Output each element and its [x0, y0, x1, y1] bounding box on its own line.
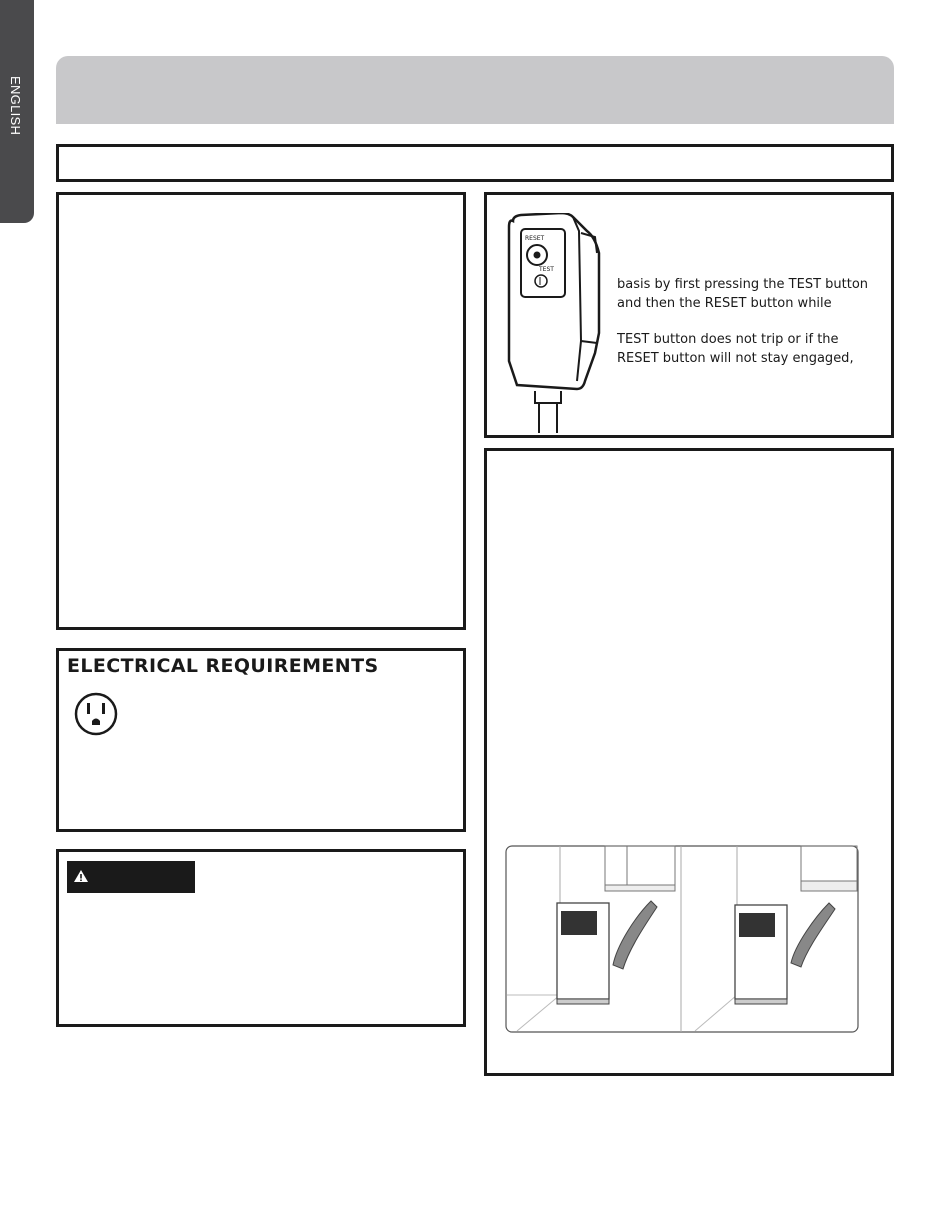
section-header-bar — [56, 56, 894, 124]
gfci-text-line: and then the RESET button while — [617, 296, 832, 311]
language-tab — [0, 0, 34, 223]
electrical-requirements-panel — [56, 648, 466, 832]
gfci-text-line: RESET button will not stay engaged, — [617, 351, 854, 366]
warning-label — [67, 861, 195, 893]
gfci-test-label: TEST — [539, 266, 554, 273]
gfci-instruction-text — [617, 275, 887, 313]
section-subtitle-box — [56, 144, 894, 182]
electrical-requirements-title: ELECTRICAL REQUIREMENTS — [67, 655, 379, 677]
window-installation-illustration — [505, 845, 859, 1033]
gfci-text-line: TEST button does not trip or if the — [617, 332, 839, 347]
gfci-reset-label: RESET — [525, 235, 545, 242]
gfci-instruction-text — [617, 330, 887, 368]
gfci-panel — [484, 192, 894, 438]
gfci-text-line: basis by first pressing the TEST button — [617, 277, 869, 292]
grounded-outlet-icon — [73, 691, 119, 737]
window-installation-panel — [484, 448, 894, 1076]
warning-panel — [56, 849, 466, 1027]
gfci-plug-illustration — [499, 213, 611, 433]
warning-triangle-icon — [73, 869, 89, 883]
left-text-panel — [56, 192, 466, 630]
language-label: ENGLISH — [8, 76, 23, 136]
